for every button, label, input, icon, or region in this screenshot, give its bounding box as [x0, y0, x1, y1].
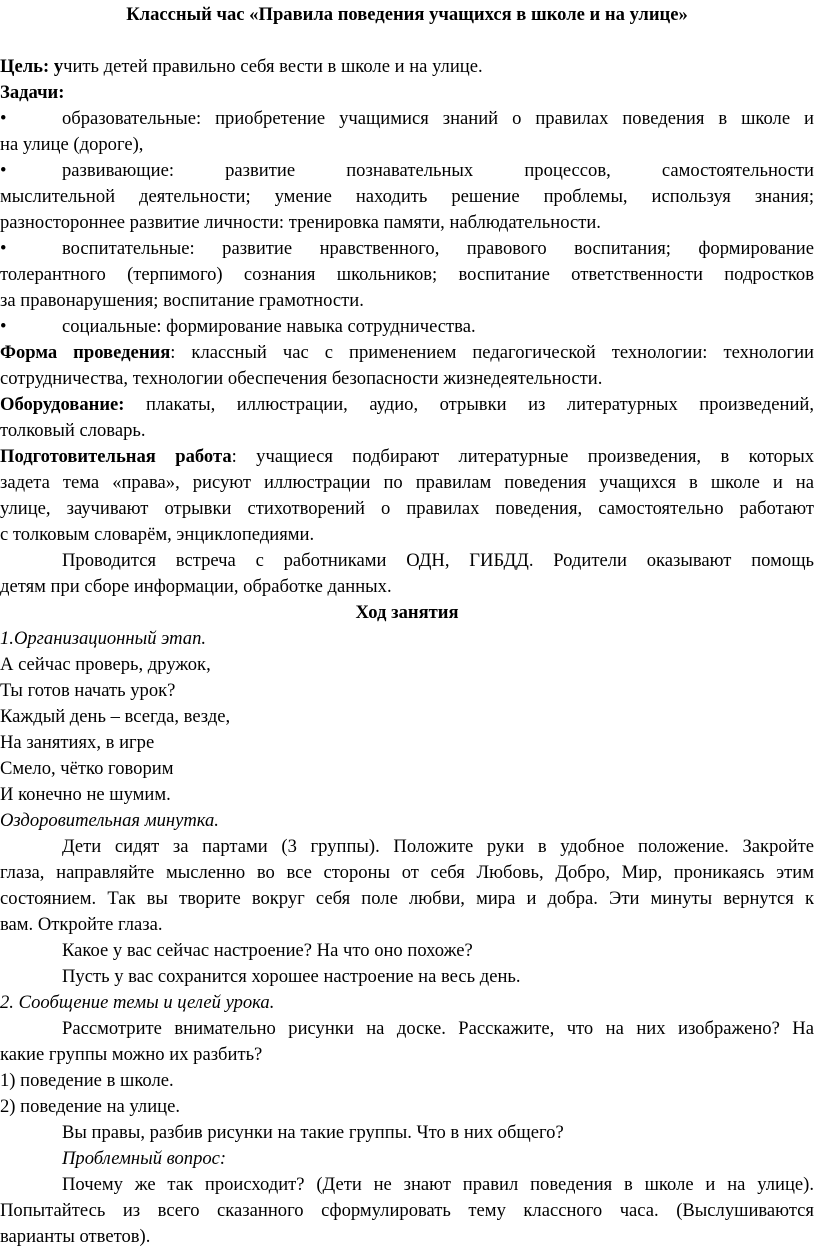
form-label: Форма проведения: [0, 342, 171, 363]
wellness-paragraph-cont: состоянием. Так вы творите вокруг себя поле любви, мира и добра. Эти минуты вернутся к: [0, 888, 814, 909]
meeting-paragraph-cont: детям при сборе информации, обработке данных.: [0, 576, 392, 597]
wellness-paragraph-cont: вам. Откройте глаза.: [0, 914, 163, 935]
poem-line: Смело, чётко говорим: [0, 758, 174, 779]
problem-paragraph-cont: Попытайтесь из всего сказанного сформулировать тему классного часа. (Выслушиваются: [0, 1200, 814, 1221]
pictures-paragraph-cont: какие группы можно их разбить?: [0, 1044, 263, 1065]
task-item-educational: • образовательные: приобретение учащимися знаний о правилах поведения в школе и: [0, 106, 814, 132]
preparation-line: Подготовительная работа: учащиеся подбирают литературные произведения, в которых: [0, 446, 815, 467]
task-item-upbringing-cont: толерантного (терпимого) сознания школьников; воспитание ответственности подростков: [0, 264, 814, 285]
preparation-line-cont: улице, заучивают отрывки стихотворений о правилах поведения, самостоятельно работают: [0, 498, 814, 519]
meeting-paragraph: Проводится встреча с работниками ОДН, ГИБДД. Родители оказывают помощь: [62, 550, 814, 571]
tasks-heading: Задачи:: [0, 82, 65, 103]
problem-paragraph: Почему же так происходит? (Дети не знают правил поведения в школе и на улице).: [62, 1174, 814, 1195]
goal-line: [0, 54, 814, 80]
bullet-icon: •: [0, 316, 7, 337]
task-item-developmental-cont: разностороннее развитие личности: тренировка памяти, наблюдательности.: [0, 212, 601, 233]
group-item: 1) поведение в школе.: [0, 1070, 174, 1091]
task-item-developmental: • развивающие: развитие познавательных процессов, самостоятельности: [0, 158, 814, 184]
problem-paragraph-cont: варианты ответов).: [0, 1226, 151, 1247]
equipment-line: Оборудование: плакаты, иллюстрации, аудио, отрывки из литературных произведений,: [0, 394, 814, 415]
task-item-upbringing: • воспитательные: развитие нравственного, правового воспитания; формирование: [0, 236, 814, 262]
goal-text: чить детей правильно себя вести в школе и на улице.: [63, 56, 483, 77]
problem-label: Проблемный вопрос:: [62, 1148, 227, 1169]
task-item-upbringing-cont: за правонарушения; воспитание грамотности.: [0, 290, 364, 311]
goal-label: Цель: у: [0, 56, 64, 77]
poem-line: И конечно не шумим.: [0, 784, 171, 805]
task-item-developmental-cont: мыслительной деятельности; умение находить решение проблемы, используя знания;: [0, 186, 814, 207]
bullet-icon: •: [0, 238, 7, 259]
equipment-line-cont: толковый словарь.: [0, 420, 146, 441]
wellness-heading: Оздоровительная минутка.: [0, 810, 219, 831]
preparation-line-cont: с толковым словарём, энциклопедиями.: [0, 524, 315, 545]
poem-line: Каждый день – всегда, везде,: [0, 706, 231, 727]
groups-question: Вы правы, разбив рисунки на такие группы. Что в них общего?: [62, 1122, 564, 1143]
preparation-label: Подготовительная работа: [0, 446, 232, 467]
group-item: 2) поведение на улице.: [0, 1096, 180, 1117]
course-heading: Ход занятия: [355, 602, 459, 623]
task-item-social: • социальные: формирование навыка сотрудничества.: [0, 314, 814, 340]
mood-question: Какое у вас сейчас настроение? На что оно похоже?: [62, 940, 473, 961]
document-title: Классный час «Правила поведения учащихся в школе и на улице»: [126, 4, 688, 25]
task-item-educational-cont: на улице (дороге),: [0, 134, 144, 155]
poem-line: А сейчас проверь, дружок,: [0, 654, 211, 675]
mood-wish: Пусть у вас сохранится хорошее настроение на весь день.: [62, 966, 521, 987]
poem-line: На занятиях, в игре: [0, 732, 155, 753]
bullet-icon: •: [0, 160, 7, 181]
preparation-line-cont: задета тема «права», рисуют иллюстрации по правилам поведения учащихся в школе и на: [0, 472, 814, 493]
form-line: Форма проведения: классный час с применением педагогической технологии: технологии: [0, 342, 814, 363]
stage-2-heading: 2. Сообщение темы и целей урока.: [0, 992, 275, 1013]
wellness-paragraph-cont: глаза, направляйте мысленно во все стороны от себя Любовь, Добро, Мир, проникаясь этим: [0, 862, 814, 883]
bullet-icon: •: [0, 108, 7, 129]
equipment-label: Оборудование:: [0, 394, 125, 415]
pictures-paragraph: Рассмотрите внимательно рисунки на доске. Расскажите, что на них изображено? На: [62, 1018, 814, 1039]
poem-line: Ты готов начать урок?: [0, 680, 176, 701]
stage-1-heading: 1.Организационный этап.: [0, 628, 207, 649]
wellness-paragraph: Дети сидят за партами (3 группы). Положите руки в удобное положение. Закройте: [62, 836, 814, 857]
form-line-cont: сотрудничества, технологии обеспечения безопасности жизнедеятельности.: [0, 368, 603, 389]
